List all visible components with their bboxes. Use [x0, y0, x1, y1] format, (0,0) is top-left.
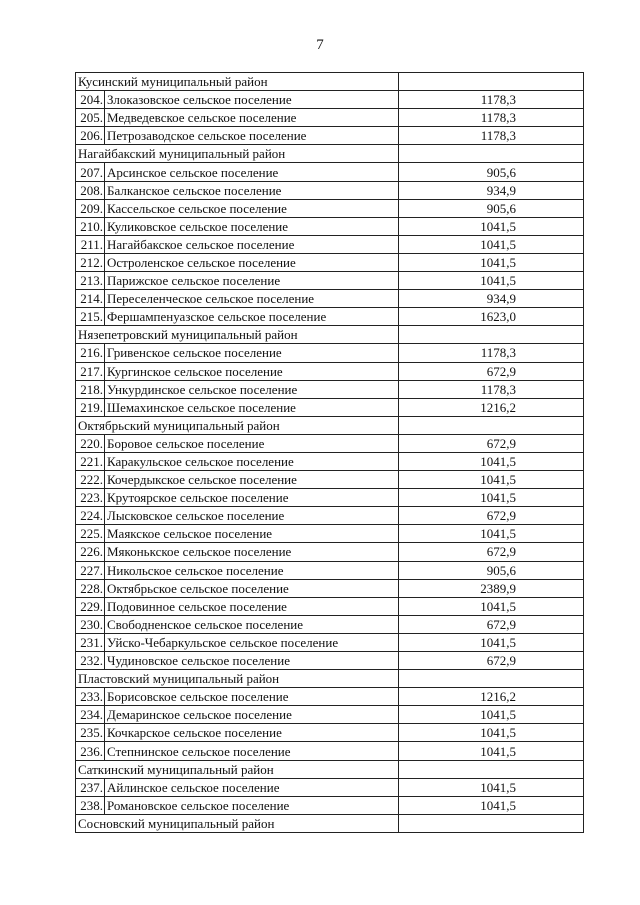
- district-name: Октябрьский муниципальный район: [76, 416, 399, 434]
- row-number: 219.: [76, 398, 105, 416]
- table-row: [76, 163, 584, 181]
- row-number: 238.: [76, 796, 105, 814]
- settlement-value: 905,6: [399, 561, 584, 579]
- row-number: 221.: [76, 452, 105, 470]
- table-row: [76, 778, 584, 796]
- table-row: [76, 181, 584, 199]
- settlement-name: Кургинское сельское поселение: [105, 362, 399, 380]
- settlement-name: Нагайбакское сельское поселение: [105, 235, 399, 253]
- district-header-row: [76, 760, 584, 778]
- row-number: 223.: [76, 489, 105, 507]
- row-number: 227.: [76, 561, 105, 579]
- table-row: [76, 109, 584, 127]
- settlement-value: 672,9: [399, 543, 584, 561]
- table-row: [76, 706, 584, 724]
- settlement-value: 1041,5: [399, 217, 584, 235]
- row-number: 230.: [76, 615, 105, 633]
- page-number: 7: [316, 37, 324, 53]
- district-name: Нязепетровский муниципальный район: [76, 326, 399, 344]
- settlement-name: Никольское сельское поселение: [105, 561, 399, 579]
- table-row: [76, 652, 584, 670]
- table-row: [76, 489, 584, 507]
- table-row: [76, 127, 584, 145]
- row-number: 236.: [76, 742, 105, 760]
- district-name: Сосновский муниципальный район: [76, 814, 399, 832]
- row-number: 206.: [76, 127, 105, 145]
- settlement-value: 1623,0: [399, 308, 584, 326]
- settlement-name: Уйско-Чебаркульское сельское поселение: [105, 633, 399, 651]
- settlement-value: 1041,5: [399, 706, 584, 724]
- settlement-value: 1041,5: [399, 525, 584, 543]
- district-value-cell: [399, 326, 584, 344]
- settlement-value: 1178,3: [399, 380, 584, 398]
- table-row: [76, 742, 584, 760]
- settlement-value: 672,9: [399, 434, 584, 452]
- settlement-value: 905,6: [399, 199, 584, 217]
- table-row: [76, 217, 584, 235]
- row-number: 216.: [76, 344, 105, 362]
- settlement-name: Борисовское сельское поселение: [105, 688, 399, 706]
- settlement-value: 1178,3: [399, 127, 584, 145]
- settlement-value: 1216,2: [399, 398, 584, 416]
- district-header-row: [76, 326, 584, 344]
- settlement-value: 934,9: [399, 181, 584, 199]
- table-row: [76, 796, 584, 814]
- row-number: 237.: [76, 778, 105, 796]
- settlement-value: 1178,3: [399, 91, 584, 109]
- settlement-value: 1178,3: [399, 344, 584, 362]
- row-number: 235.: [76, 724, 105, 742]
- settlement-name: Петрозаводское сельское поселение: [105, 127, 399, 145]
- table-row: [76, 543, 584, 561]
- district-name: Кусинский муниципальный район: [76, 73, 399, 91]
- table-row: [76, 525, 584, 543]
- settlements-table: [75, 72, 584, 833]
- settlement-name: Остроленское сельское поселение: [105, 253, 399, 271]
- district-value-cell: [399, 814, 584, 832]
- settlement-value: 672,9: [399, 362, 584, 380]
- table-row: [76, 362, 584, 380]
- settlement-name: Свободненское сельское поселение: [105, 615, 399, 633]
- settlement-value: 1041,5: [399, 597, 584, 615]
- settlement-value: 1041,5: [399, 778, 584, 796]
- row-number: 208.: [76, 181, 105, 199]
- settlement-value: 672,9: [399, 507, 584, 525]
- table-row: [76, 272, 584, 290]
- settlement-name: Крутоярское сельское поселение: [105, 489, 399, 507]
- settlement-name: Злоказовское сельское поселение: [105, 91, 399, 109]
- table-row: [76, 253, 584, 271]
- row-number: 228.: [76, 579, 105, 597]
- settlement-name: Демаринское сельское поселение: [105, 706, 399, 724]
- district-header-row: [76, 145, 584, 163]
- settlement-name: Переселенческое сельское поселение: [105, 290, 399, 308]
- table-row: [76, 507, 584, 525]
- settlement-value: 1178,3: [399, 109, 584, 127]
- table-row: [76, 561, 584, 579]
- settlement-value: 934,9: [399, 290, 584, 308]
- table-row: [76, 579, 584, 597]
- table-row: [76, 344, 584, 362]
- settlement-name: Парижское сельское поселение: [105, 272, 399, 290]
- settlement-name: Кочкарское сельское поселение: [105, 724, 399, 742]
- table-body: [76, 73, 584, 833]
- settlement-value: 1041,5: [399, 633, 584, 651]
- table-row: [76, 633, 584, 651]
- settlement-value: 1041,5: [399, 471, 584, 489]
- settlement-value: 1041,5: [399, 724, 584, 742]
- settlement-value: 1041,5: [399, 742, 584, 760]
- row-number: 205.: [76, 109, 105, 127]
- settlement-name: Степнинское сельское поселение: [105, 742, 399, 760]
- row-number: 231.: [76, 633, 105, 651]
- settlement-name: Боровое сельское поселение: [105, 434, 399, 452]
- settlement-name: Мяконькское сельское поселение: [105, 543, 399, 561]
- settlement-name: Лысковское сельское поселение: [105, 507, 399, 525]
- settlement-value: 1041,5: [399, 452, 584, 470]
- table-row: [76, 688, 584, 706]
- settlement-name: Ункурдинское сельское поселение: [105, 380, 399, 398]
- district-value-cell: [399, 145, 584, 163]
- settlement-name: Гривенское сельское поселение: [105, 344, 399, 362]
- row-number: 207.: [76, 163, 105, 181]
- row-number: 212.: [76, 253, 105, 271]
- row-number: 217.: [76, 362, 105, 380]
- settlement-name: Романовское сельское поселение: [105, 796, 399, 814]
- row-number: 213.: [76, 272, 105, 290]
- table-row: [76, 597, 584, 615]
- settlement-value: 672,9: [399, 615, 584, 633]
- table-row: [76, 398, 584, 416]
- table-row: [76, 615, 584, 633]
- row-number: 210.: [76, 217, 105, 235]
- row-number: 225.: [76, 525, 105, 543]
- settlement-name: Медведевское сельское поселение: [105, 109, 399, 127]
- row-number: 220.: [76, 434, 105, 452]
- settlement-name: Арсинское сельское поселение: [105, 163, 399, 181]
- district-header-row: [76, 670, 584, 688]
- settlement-name: Шемахинское сельское поселение: [105, 398, 399, 416]
- district-value-cell: [399, 760, 584, 778]
- settlement-name: Куликовское сельское поселение: [105, 217, 399, 235]
- table-row: [76, 724, 584, 742]
- district-name: Пластовский муниципальный район: [76, 670, 399, 688]
- settlement-name: Айлинское сельское поселение: [105, 778, 399, 796]
- table-row: [76, 91, 584, 109]
- row-number: 234.: [76, 706, 105, 724]
- settlement-name: Кассельское сельское поселение: [105, 199, 399, 217]
- settlement-value: 1041,5: [399, 272, 584, 290]
- table-row: [76, 471, 584, 489]
- settlement-value: 1216,2: [399, 688, 584, 706]
- settlement-name: Подовинное сельское поселение: [105, 597, 399, 615]
- row-number: 209.: [76, 199, 105, 217]
- district-value-cell: [399, 416, 584, 434]
- settlement-name: Маякское сельское поселение: [105, 525, 399, 543]
- settlement-value: 1041,5: [399, 489, 584, 507]
- row-number: 214.: [76, 290, 105, 308]
- table-row: [76, 235, 584, 253]
- table-row: [76, 452, 584, 470]
- settlement-value: 905,6: [399, 163, 584, 181]
- table-row: [76, 290, 584, 308]
- row-number: 233.: [76, 688, 105, 706]
- row-number: 204.: [76, 91, 105, 109]
- row-number: 215.: [76, 308, 105, 326]
- settlement-value: 672,9: [399, 652, 584, 670]
- district-value-cell: [399, 670, 584, 688]
- row-number: 211.: [76, 235, 105, 253]
- settlement-value: 1041,5: [399, 796, 584, 814]
- settlement-name: Фершампенуазское сельское поселение: [105, 308, 399, 326]
- table-row: [76, 434, 584, 452]
- row-number: 226.: [76, 543, 105, 561]
- district-value-cell: [399, 73, 584, 91]
- settlement-name: Каракульское сельское поселение: [105, 452, 399, 470]
- district-header-row: [76, 814, 584, 832]
- table-row: [76, 308, 584, 326]
- settlement-value: 1041,5: [399, 235, 584, 253]
- settlement-value: 1041,5: [399, 253, 584, 271]
- row-number: 229.: [76, 597, 105, 615]
- row-number: 232.: [76, 652, 105, 670]
- row-number: 224.: [76, 507, 105, 525]
- table-row: [76, 199, 584, 217]
- district-header-row: [76, 416, 584, 434]
- district-name: Саткинский муниципальный район: [76, 760, 399, 778]
- table-row: [76, 380, 584, 398]
- district-header-row: [76, 73, 584, 91]
- district-name: Нагайбакский муниципальный район: [76, 145, 399, 163]
- row-number: 222.: [76, 471, 105, 489]
- settlement-name: Балканское сельское поселение: [105, 181, 399, 199]
- settlement-name: Чудиновское сельское поселение: [105, 652, 399, 670]
- settlement-name: Кочердыкское сельское поселение: [105, 471, 399, 489]
- row-number: 218.: [76, 380, 105, 398]
- settlement-name: Октябрьское сельское поселение: [105, 579, 399, 597]
- settlement-value: 2389,9: [399, 579, 584, 597]
